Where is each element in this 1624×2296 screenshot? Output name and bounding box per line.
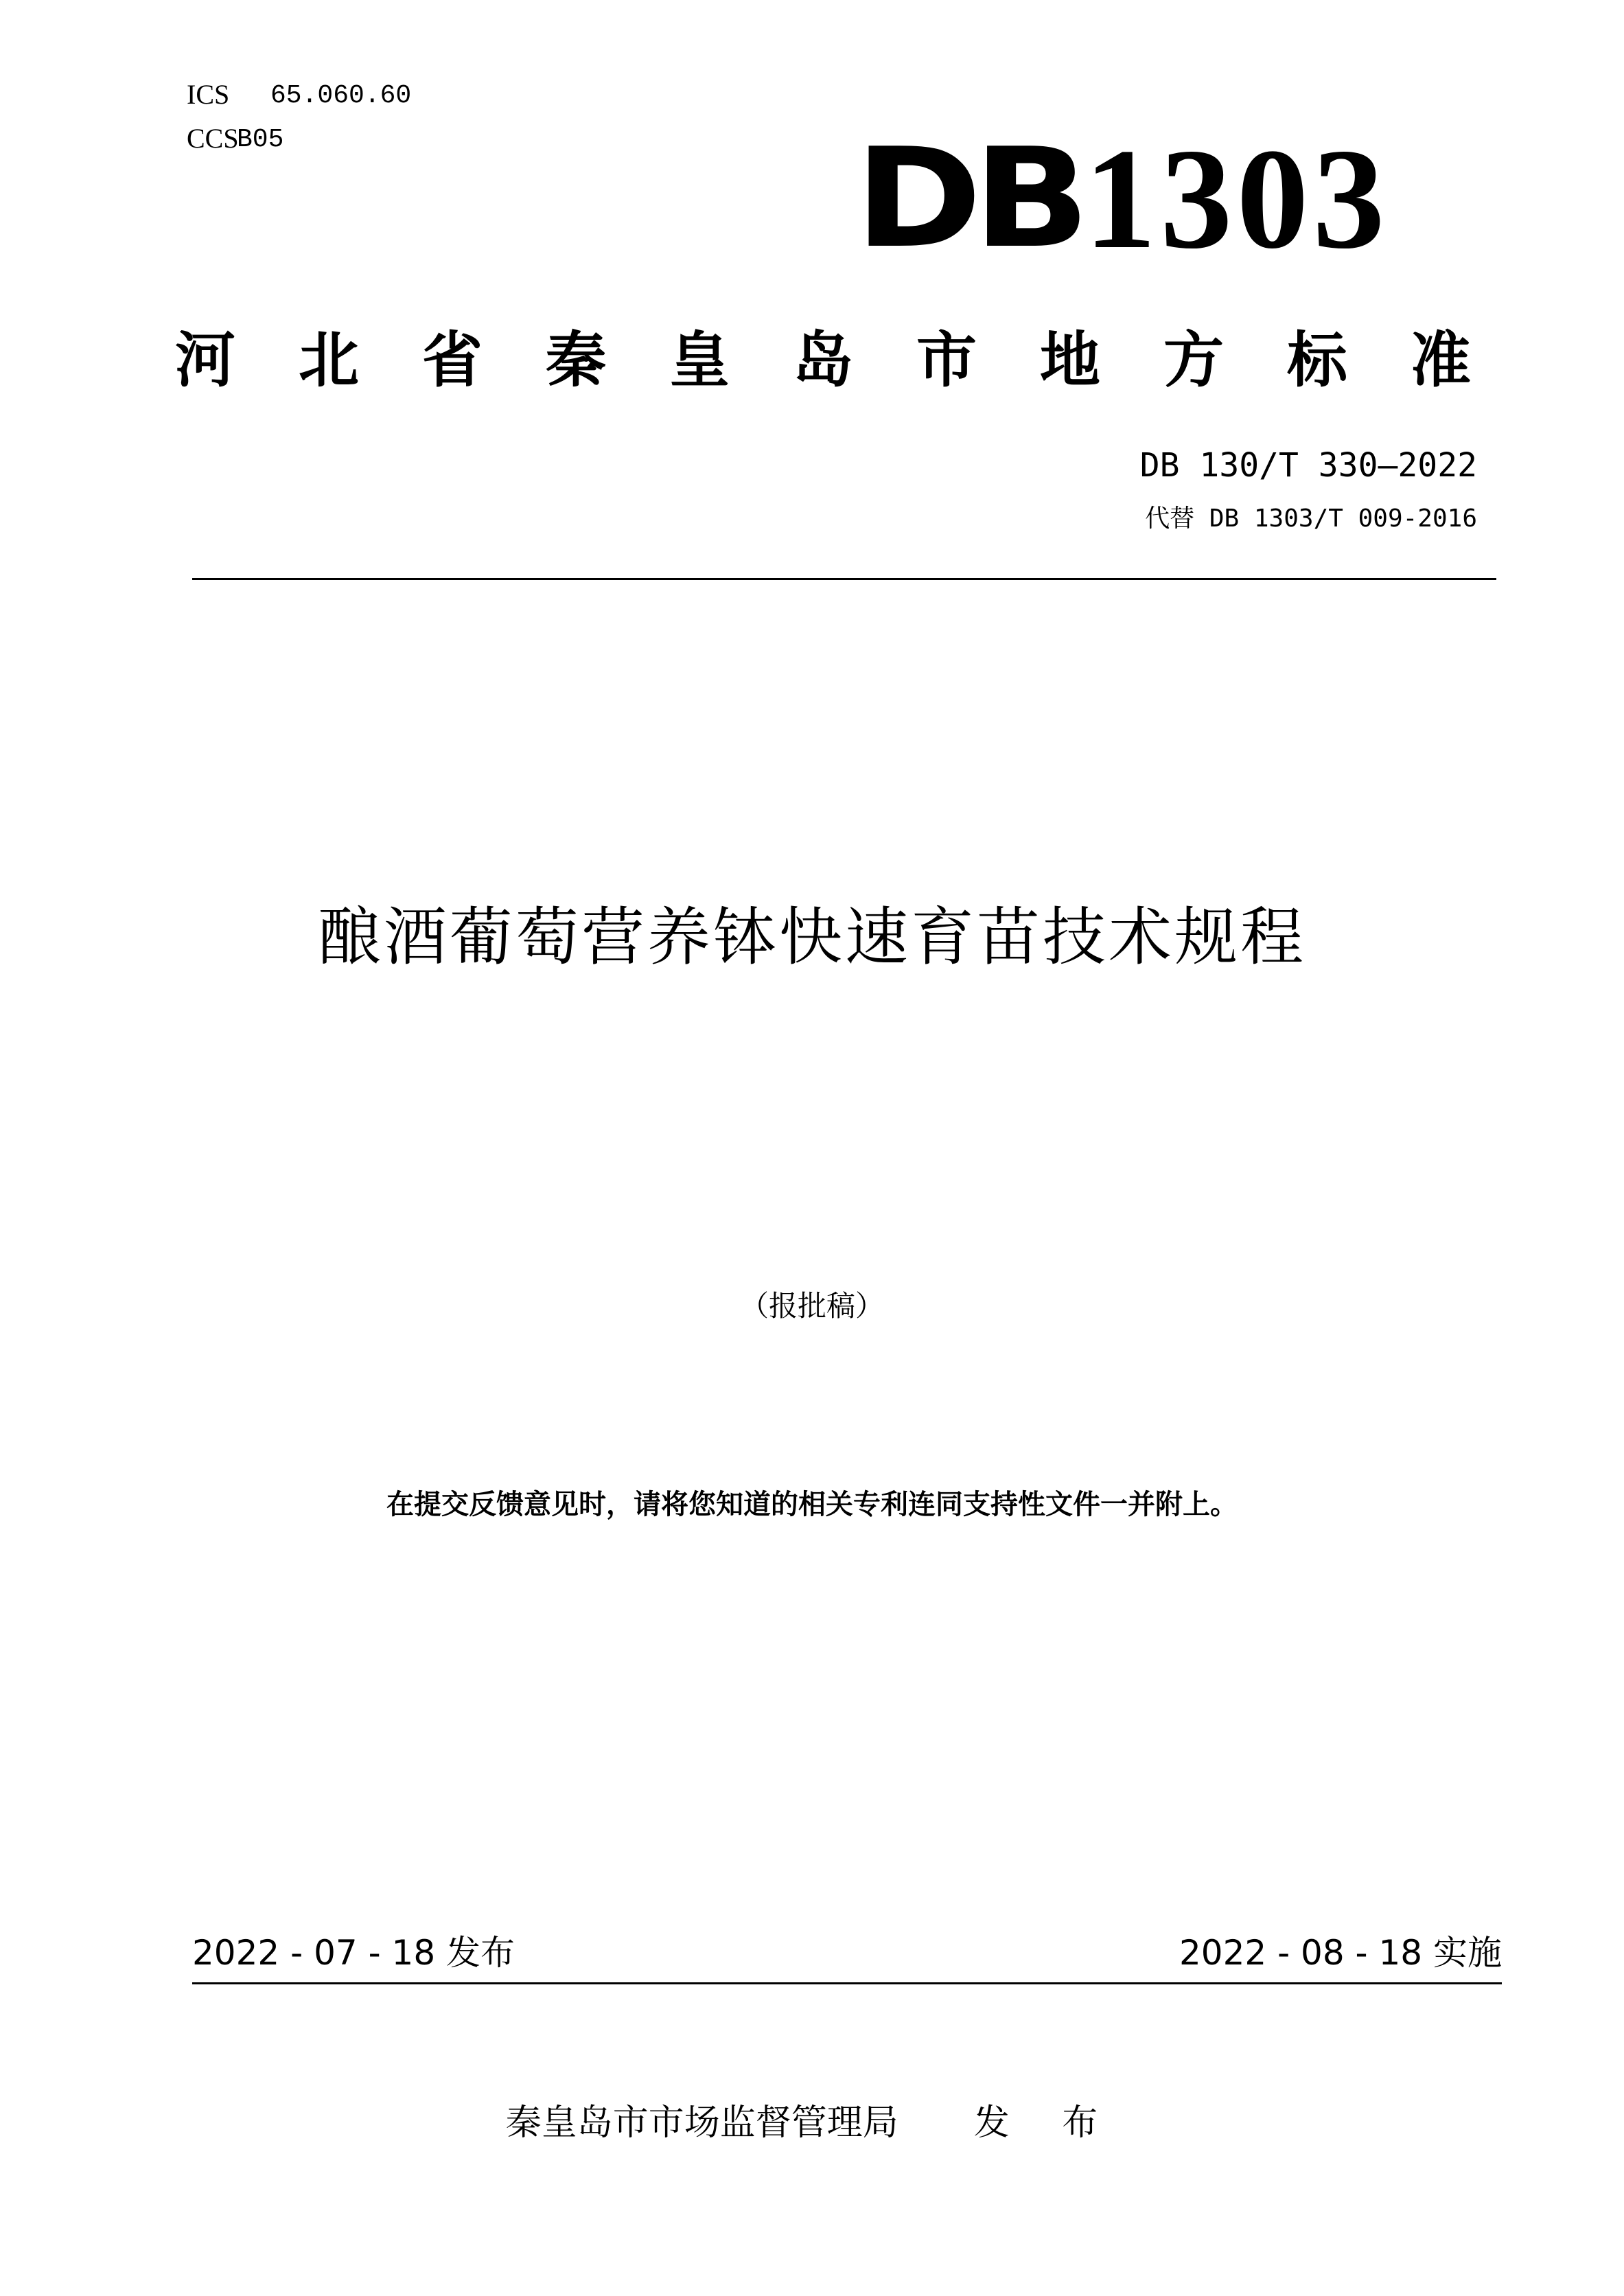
- standard-number: DB 130/T 330—2022: [1139, 446, 1477, 485]
- standard-type-heading: 河北省秦皇岛市地方标准: [175, 325, 1535, 395]
- ics-label: ICS: [187, 79, 230, 110]
- issuer-name: 秦皇岛市市场监督管理局: [505, 2102, 898, 2144]
- db-logo-letters: DB: [855, 119, 1081, 279]
- header-divider: [192, 578, 1496, 580]
- release-date: 2022 - 07 - 18 发布: [192, 1933, 515, 1973]
- db-logo-number: 1303: [1084, 119, 1389, 279]
- draft-status: （报批稿）: [739, 1289, 884, 1323]
- document-title: 酿酒葡萄营养钵快速育苗技术规程: [317, 901, 1306, 974]
- patent-notice: 在提交反馈意见时，请将您知道的相关专利连同支持性文件一并附上。: [386, 1488, 1238, 1520]
- effective-date: 2022 - 08 - 18 实施: [1179, 1933, 1502, 1973]
- issue-action: 发 布: [973, 2102, 1119, 2144]
- ics-code: 65.060.60: [270, 81, 412, 111]
- ccs-label: CCS: [187, 123, 239, 154]
- issuer-line: [0, 2094, 1624, 2145]
- replaces-standard: 代替 DB 1303/T 009-2016: [1145, 505, 1477, 533]
- ccs-code: B05: [237, 125, 284, 154]
- footer-divider: [192, 1982, 1502, 1984]
- db-logo: [855, 119, 1389, 279]
